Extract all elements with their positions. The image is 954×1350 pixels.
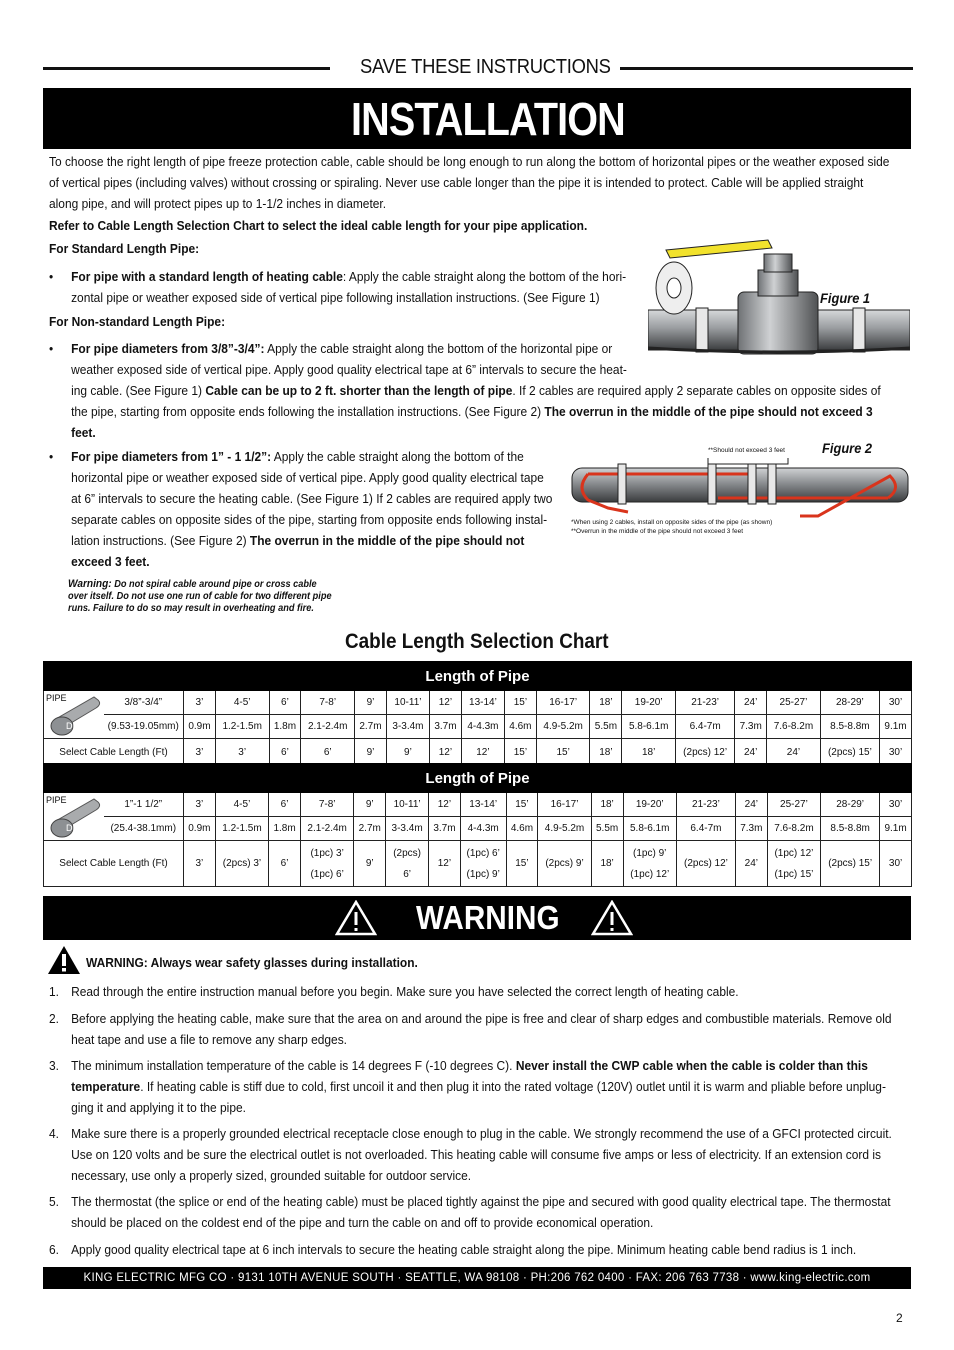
warning-item-text: Apply good quality electrical tape at 6 inch intervals to secure the heating cable straight along the pipe. Minimum heating cable bend radius is 1 inch. (71, 1242, 857, 1257)
cell-line: 9’ (365, 858, 374, 869)
table-cell: 24’ (767, 739, 821, 766)
table-cell: 18’ (591, 793, 623, 817)
bullet-text: weather exposed side of vertical pipe. Apply good quality electrical tape at 6” intervals to secure the heat- (71, 362, 627, 377)
cell-line: (1pc) 9’ (633, 847, 667, 859)
cell-line: 18’ (600, 858, 614, 869)
table-cell: 9’ (355, 739, 387, 766)
warning-item-number: 2. (49, 1011, 59, 1026)
bullet-text: separate cables on opposite sides of the pipe, starting from opposite ends following instal- (71, 512, 548, 527)
table-cell: 12’ (461, 739, 504, 766)
table-cell: 13-14’ (461, 691, 504, 715)
table-cell: 15’ (504, 691, 536, 715)
warning-item-line (71, 1055, 886, 1076)
warning-item-line (71, 1144, 892, 1165)
table-cell: 4-4.3m (460, 817, 506, 841)
table-cell: 18’ (590, 691, 622, 715)
table-cell: 3.7m (429, 817, 461, 841)
refer-text: Refer to Cable Length Selection Chart to select the ideal cable length for your pipe application. (49, 218, 588, 233)
table-cell: 4-5’ (215, 691, 269, 715)
table-cell: 4-4.3m (461, 715, 504, 739)
pipe-dia-cell (44, 793, 104, 841)
table-cell (538, 841, 591, 887)
table-cell: 18’ (590, 739, 622, 766)
cell-line: 24’ (744, 858, 758, 869)
intro-line-1: To choose the right length of pipe freeze protection cable, cable should be long enough to run along the bottom of horizontal pipes or the weather exposed side (49, 154, 890, 169)
pipe-dia-cell (44, 691, 104, 739)
bullet-text: at 6” intervals to secure the heating cable. (See Figure 1) If 2 cables are required apply two (71, 491, 553, 506)
warning-item-line (71, 1212, 891, 1233)
warning-note-label: Warning: (68, 578, 112, 590)
cell-line: (2pcs) 3’ (222, 858, 262, 869)
warning-item-text: The thermostat (the splice or end of the heating cable) must be placed tightly against the pipe and secured with good quality electrical tape. The thermostat (71, 1194, 891, 1209)
warning-item-text: should be placed on the coldest end of the pipe and turn the cable on and off to provide economical operation. (71, 1215, 654, 1230)
intro-paragraph (49, 151, 932, 214)
table-cell: 21-23’ (676, 691, 735, 715)
warning-item-text: Make sure there is a properly grounded electrical receptacle close enough to plug in the cable. We strongly recommend the use of a GFCI protected circuit. (71, 1126, 892, 1141)
table-cell: 6’ (269, 793, 301, 817)
bullet-bold: exceed 3 feet. (71, 554, 150, 569)
safety-glasses-warning: WARNING: Always wear safety glasses during installation. (86, 955, 418, 970)
save-instructions-text: SAVE THESE INSTRUCTIONS (360, 56, 611, 78)
diameter-cell: 1”-1 1/2” (104, 793, 184, 817)
bullet-text: the pipe, starting from opposite ends following the installation instructions. (See Figure 2) (71, 404, 545, 419)
table-row-feet (44, 691, 912, 715)
warning-item-text: Use on 120 volts and be sure the electrical outlet is not overloaded. This heating cable will consume five amps or less of electricity. If an extension cord is (71, 1147, 882, 1162)
table-cell: 4-5’ (215, 793, 268, 817)
cell-line: 15’ (515, 858, 529, 869)
table-cell: 6’ (301, 739, 355, 766)
table-cell: 3’ (184, 793, 216, 817)
warning-item-line (71, 1008, 891, 1029)
warning-banner (43, 896, 911, 940)
table-cell (215, 841, 268, 887)
table-row-meters (44, 715, 912, 739)
warning-item-number: 4. (49, 1126, 59, 1141)
rule-right (620, 67, 913, 70)
nonstandard-length-heading: For Non-standard Length Pipe: (49, 314, 226, 329)
table-cell: 3.7m (430, 715, 462, 739)
warning-item-line (71, 1165, 892, 1186)
warning-item-text: ging it and applying it to the pipe. (71, 1100, 246, 1115)
warning-item-text: necessary, use only a properly sized, grounded suitable for outdoor service. (71, 1168, 472, 1183)
table-cell: 25-27’ (767, 691, 821, 715)
footer-bar: KING ELECTRIC MFG CO · 9131 10TH AVENUE SOUTH · SEATTLE, WA 98108 · PH:206 762 0400 · FAX: 206 763 7738 · www.king-electric.com (43, 1267, 911, 1289)
warning-title: WARNING (416, 899, 560, 936)
table-cell: 7.6-8.2m (767, 715, 821, 739)
pipe-label: PIPE (46, 693, 67, 703)
table-cell (506, 841, 538, 887)
warning-item-number: 3. (49, 1058, 59, 1073)
table-cell: 9.1m (880, 715, 912, 739)
table-cell (429, 841, 461, 887)
warning-item-body (71, 981, 739, 1002)
intro-line-2: of vertical pipes (including valves) without crossing or spiraling. Never use cable longer than the pipe it is intended to protect. Cable will be applied straight (49, 175, 864, 190)
warning-item-body (71, 1123, 892, 1186)
table-cell: 0.9m (184, 715, 216, 739)
bullet-bold: For pipe diameters from 1” - 1 1/2”: (71, 449, 272, 464)
table-cell: 10-11’ (386, 793, 429, 817)
table-cell: 1.2-1.5m (215, 817, 268, 841)
warning-item-body (71, 1055, 886, 1118)
table-cell: 6’ (269, 739, 301, 766)
warning-note-line: over itself. Do not use one run of cable for two different pipe (68, 591, 332, 602)
figure-2-label: Figure 2 (822, 440, 873, 456)
bullet-dot: • (49, 341, 54, 356)
table-cell: 4.6m (504, 715, 536, 739)
table-cell: 24’ (735, 793, 767, 817)
warning-item-line (71, 1123, 892, 1144)
table-cell: 9’ (355, 691, 387, 715)
cable-table-small (43, 661, 912, 766)
warning-note-line: Do not spiral cable around pipe or cross cable (111, 579, 317, 590)
table-cell: 7-8’ (300, 793, 353, 817)
table-cell (767, 841, 820, 887)
cell-line: 6’ (280, 858, 289, 869)
bullet-bold: For pipe with a standard length of heating cable (71, 269, 343, 284)
table-cell: 10-11’ (386, 691, 429, 715)
table-cell: 18’ (622, 739, 676, 766)
table-header: Length of Pipe (44, 662, 912, 691)
table-cell: (2pcs) 15’ (820, 739, 879, 766)
table-cell: 0.9m (184, 817, 216, 841)
table-cell (184, 841, 216, 887)
warning-note-line: runs. Failure to do so may result in overheating and fire. (68, 603, 314, 614)
table-cell: 9.1m (880, 817, 912, 841)
cell-line: 6’ (403, 868, 411, 880)
table-cell: 7.6-8.2m (767, 817, 820, 841)
bullet-text: zontal pipe or weather exposed side of vertical pipe following installation instructions. (See Figure 1) (71, 290, 600, 305)
table-cell: 28-29’ (821, 793, 880, 817)
table-cell: 4.9-5.2m (538, 817, 591, 841)
warning-item-line (71, 1076, 886, 1097)
table-row-meters (44, 817, 912, 841)
diameter-mm-cell: (25.4-38.1mm) (104, 817, 184, 841)
cell-line: (2pcs) 15’ (828, 858, 873, 869)
intro-line-3: along pipe, and will protect pipes up to 1-1/2 inches in diameter. (49, 196, 387, 211)
table-cell (300, 841, 353, 887)
bullet-text: Apply the cable straight along the bottom of the (271, 449, 524, 464)
table-cell: 16-17’ (538, 793, 591, 817)
table-cell: 19-20’ (623, 793, 676, 817)
bullet-bold: For pipe diameters from 3/8”-3/4”: (71, 341, 265, 356)
table-cell: 30’ (880, 793, 912, 817)
cell-line: (1pc) 3’ (310, 847, 344, 859)
table-cell: 1.8m (269, 817, 301, 841)
warning-item-line (71, 1239, 856, 1260)
cell-line: (1pc) 9’ (466, 868, 500, 880)
table-cell (623, 841, 676, 887)
dia-label: DIA (66, 823, 82, 833)
table-cell: 19-20’ (622, 691, 676, 715)
diameter-mm-cell: (9.53-19.05mm) (104, 715, 184, 739)
table-cell: 15’ (536, 739, 590, 766)
table-cell: (2pcs) 12’ (676, 739, 735, 766)
cell-line: (1pc) 15’ (774, 868, 814, 880)
figure-2-note: **Overrun in the middle of the pipe should not exceed 3 feet (571, 528, 743, 535)
table-cell: 5.8-6.1m (623, 817, 676, 841)
bullet-bold: The overrun in the middle of the pipe should not exceed 3 (544, 404, 873, 419)
figure-2-note: *When using 2 cables, install on opposite sides of the pipe (as shown) (571, 519, 773, 526)
table-cell: 2.1-2.4m (300, 817, 353, 841)
table-header: Length of Pipe (44, 764, 912, 793)
warning-item-text: Before applying the heating cable, make sure that the area on and around the pipe is free and clear of sharp edges and combustible materials. Remove old (71, 1011, 892, 1026)
warning-item-number: 5. (49, 1194, 59, 1209)
table-cell (676, 841, 735, 887)
warning-item-line (71, 1097, 886, 1118)
table-cell: 3’ (215, 739, 269, 766)
table-cell: 7.3m (735, 817, 767, 841)
figure-2-illustration (568, 454, 913, 522)
installation-banner (43, 88, 911, 149)
table-cell: 2.1-2.4m (301, 715, 355, 739)
safety-warning-icon (47, 945, 81, 975)
table-cell: 5.8-6.1m (622, 715, 676, 739)
table-row-select (44, 739, 912, 766)
table-cell: 28-29’ (820, 691, 879, 715)
table-cell (880, 841, 912, 887)
dia-label: DIA (66, 721, 82, 731)
save-instructions-row (43, 56, 913, 84)
cable-table-large (43, 763, 912, 887)
table-cell (591, 841, 623, 887)
table-cell: 15’ (506, 793, 538, 817)
bullet-text: Apply the cable straight along the bottom of the horizontal pipe or (264, 341, 613, 356)
table-cell: 13-14’ (460, 793, 506, 817)
bullet-text: ing cable. (See Figure 1) (71, 383, 206, 398)
table-cell: 8.5-8.8m (820, 715, 879, 739)
table-cell: 3-3.4m (386, 715, 429, 739)
warning-triangle-icon (591, 900, 633, 936)
table-cell: 12’ (429, 793, 461, 817)
table-cell: 2.7m (355, 715, 387, 739)
cell-line: (1pc) 6’ (466, 847, 500, 859)
table-cell: 16-17’ (536, 691, 590, 715)
diameter-cell: 3/8”-3/4” (104, 691, 184, 715)
table-cell: 6.4-7m (676, 715, 735, 739)
bullet-text: lation instructions. (See Figure 2) (71, 533, 250, 548)
warning-item-number: 6. (49, 1242, 59, 1257)
warning-item-text: Never install the CWP cable when the cable is colder than this (515, 1058, 868, 1073)
table-row-select (44, 841, 912, 887)
cell-line: (2pcs) 9’ (545, 858, 584, 869)
table-cell: 6’ (269, 691, 301, 715)
table-cell: 7-8’ (301, 691, 355, 715)
select-label-cell: Select Cable Length (Ft) (44, 739, 184, 766)
table-cell: 2.7m (354, 817, 386, 841)
table-cell: 24’ (735, 691, 767, 715)
select-label-cell: Select Cable Length (Ft) (44, 841, 184, 887)
cell-line: (1pc) 12’ (774, 847, 814, 859)
table-cell: 9’ (386, 739, 429, 766)
table-cell: 3’ (184, 739, 216, 766)
table-cell: 3’ (184, 691, 216, 715)
table-cell: 30’ (880, 739, 912, 766)
bullet-dot: • (49, 449, 54, 464)
cell-line: (1pc) 6’ (310, 868, 344, 880)
table-cell: 12’ (430, 739, 462, 766)
bullet-bold: The overrun in the middle of the pipe should not (249, 533, 525, 548)
rule-left (43, 67, 330, 70)
warning-item-line (71, 1191, 891, 1212)
table-cell: 1.8m (269, 715, 301, 739)
cell-line: (1pc) 12’ (630, 868, 670, 880)
table-cell (460, 841, 506, 887)
warning-note (68, 578, 344, 615)
cell-line: (2pcs) 12’ (683, 858, 728, 869)
warning-item-body (71, 1008, 891, 1050)
warning-item-text: Read through the entire instruction manual before you begin. Make sure you have selected the correct length of heating cable. (71, 984, 739, 999)
warning-item-number: 1. (49, 984, 59, 999)
table-cell: 4.6m (506, 817, 538, 841)
chart-title: Cable Length Selection Chart (345, 630, 609, 653)
cell-line: 3’ (195, 858, 204, 869)
bullet-text: . If 2 cables are required apply 2 separate cables on opposite sides of (512, 383, 881, 398)
table-cell (386, 841, 429, 887)
table-cell: 9’ (354, 793, 386, 817)
bullet-bold: Cable can be up to 2 ft. shorter than the length of pipe (205, 383, 513, 398)
table-cell (269, 841, 301, 887)
table-cell: 4.9-5.2m (536, 715, 590, 739)
bullet-bold: feet. (71, 425, 96, 440)
table-cell: 7.3m (735, 715, 767, 739)
table-cell: 24’ (735, 739, 767, 766)
table-cell (354, 841, 386, 887)
table-cell: 8.5-8.8m (821, 817, 880, 841)
warning-item-body (71, 1239, 856, 1260)
table-cell: 15’ (504, 739, 536, 766)
table-cell: 3-3.4m (386, 817, 429, 841)
bullet-body (71, 266, 626, 308)
table-row-feet (44, 793, 912, 817)
cell-line: 30’ (888, 858, 903, 869)
bullet-dot: • (49, 269, 54, 284)
table-cell: 12’ (430, 691, 462, 715)
table-cell: 25-27’ (767, 793, 820, 817)
warning-item-text: heat tape and use a file to remove any sharp edges. (71, 1032, 348, 1047)
figure-2-top-note: **Should not exceed 3 feet (708, 447, 785, 454)
figure-1-label: Figure 1 (820, 290, 871, 306)
warning-item-text: The minimum installation temperature of the cable is 14 degrees F (-10 degrees C). (71, 1058, 516, 1073)
table-cell: 30’ (880, 691, 912, 715)
table-cell: 5.5m (590, 715, 622, 739)
table-cell (821, 841, 880, 887)
table-cell (735, 841, 767, 887)
figure-1-illustration (648, 232, 910, 358)
warning-item-line (71, 981, 739, 1002)
figure-2-notes (571, 518, 772, 536)
warning-item-line (71, 1029, 891, 1050)
table-cell: 1.2-1.5m (215, 715, 269, 739)
warning-item-text: . If heating cable is stiff due to cold, first uncoil it and then plug it into the rated voltage (120V) outlet until it is warm and pliable before unplug- (140, 1079, 886, 1094)
table-cell: 6.4-7m (676, 817, 735, 841)
installation-title: INSTALLATION (351, 93, 625, 145)
pipe-label: PIPE (46, 795, 67, 805)
bullet-text: horizontal pipe or weather exposed side of vertical pipe. Apply good quality electrical tape (71, 470, 544, 485)
warning-item-text: temperature (71, 1079, 141, 1094)
table-cell: 5.5m (591, 817, 623, 841)
warning-item-body (71, 1191, 891, 1233)
bullet-body (71, 446, 552, 572)
warning-triangle-icon (335, 900, 377, 936)
cell-line: 12’ (437, 858, 452, 869)
bullet-text: : Apply the cable straight along the bottom of the hori- (342, 269, 627, 284)
page-number: 2 (896, 1311, 903, 1325)
standard-length-heading: For Standard Length Pipe: (49, 241, 200, 256)
table-cell: 21-23’ (676, 793, 735, 817)
cell-line: (2pcs) (393, 847, 421, 859)
